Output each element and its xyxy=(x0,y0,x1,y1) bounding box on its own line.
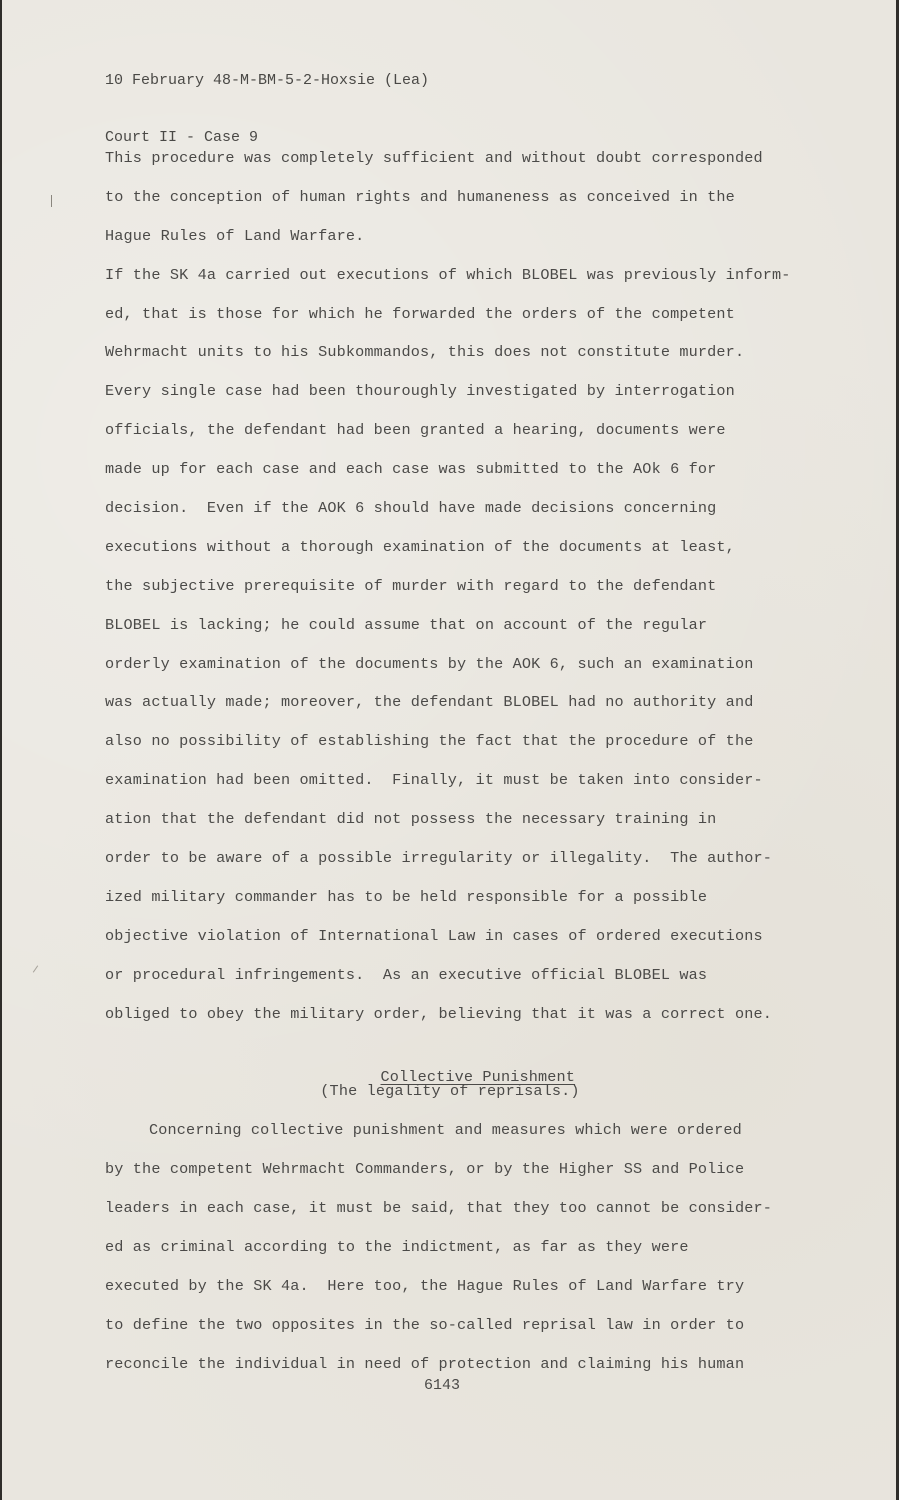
body-line: BLOBEL is lacking; he could assume that on account of the regular xyxy=(105,615,708,634)
body-line: the subjective prerequisite of murder with regard to the defendant xyxy=(105,576,717,595)
body-line: Hague Rules of Land Warfare. xyxy=(105,226,365,245)
body-line: This procedure was completely sufficient and without doubt corresponded xyxy=(105,149,763,167)
body-line: obliged to obey the military order, believing that it was a correct one. xyxy=(105,1004,773,1023)
header-court-case: Court II - Case 9 xyxy=(105,129,259,146)
body-line: If the SK 4a carried out executions of which BLOBEL was previously inform- xyxy=(105,265,791,284)
body-line: to define the two opposites in the so-called reprisal law in order to xyxy=(105,1315,745,1334)
body-line: executed by the SK 4a. Here too, the Hague Rules of Land Warfare try xyxy=(105,1276,745,1295)
body-line: to the conception of human rights and humaneness as conceived in the xyxy=(105,187,735,206)
page-number: 6143 xyxy=(423,1377,460,1394)
section-heading xyxy=(105,1040,795,1087)
document-body xyxy=(105,146,865,1391)
body-line: by the competent Wehrmacht Commanders, or by the Higher SS and Police xyxy=(105,1160,745,1179)
body-line: made up for each case and each case was submitted to the AOk 6 for xyxy=(105,460,717,479)
body-line: leaders in each case, it must be said, that they too cannot be consider- xyxy=(105,1199,773,1218)
body-line: executions without a thorough examination of the documents at least, xyxy=(105,537,735,556)
body-line: officials, the defendant had been granted a hearing, documents were xyxy=(105,421,726,440)
body-line: decision. Even if the AOK 6 should have made decisions concerning xyxy=(105,499,717,518)
body-line: Concerning collective punishment and measures which were ordered xyxy=(149,1121,742,1140)
body-line: ized military commander has to be held responsible for a possible xyxy=(105,887,708,906)
body-line: order to be aware of a possible irregularity or illegality. The author- xyxy=(105,849,773,868)
body-line: ed as criminal according to the indictment, as far as they were xyxy=(105,1237,689,1256)
body-line: ation that the defendant did not possess the necessary training in xyxy=(105,810,717,829)
header-date-reference: 10 February 48-M-BM-5-2-Hoxsie (Lea) xyxy=(105,72,430,89)
margin-mark xyxy=(51,195,52,207)
document-page xyxy=(2,0,896,1500)
body-line: or procedural infringements. As an executive official BLOBEL was xyxy=(105,965,708,984)
body-line: Wehrmacht units to his Subkommandos, this does not constitute murder. xyxy=(105,343,745,362)
body-line: objective violation of International Law in cases of ordered executions xyxy=(105,926,763,945)
body-line: orderly examination of the documents by the AOK 6, such an examination xyxy=(105,654,754,673)
body-line: also no possibility of establishing the fact that the procedure of the xyxy=(105,732,754,751)
body-line: ed, that is those for which he forwarded the orders of the competent xyxy=(105,304,735,323)
body-line: Every single case had been thouroughly investigated by interrogation xyxy=(105,382,735,401)
section-heading-text: Collective Punishment xyxy=(380,1068,576,1087)
section-subheading: (The legality of reprisals.) xyxy=(320,1082,580,1101)
body-line: reconcile the individual in need of protection and claiming his human xyxy=(105,1354,745,1373)
margin-mark xyxy=(33,965,38,972)
body-line: examination had been omitted. Finally, it must be taken into consider- xyxy=(105,771,763,790)
body-line: was actually made; moreover, the defendant BLOBEL had no authority and xyxy=(105,693,754,712)
